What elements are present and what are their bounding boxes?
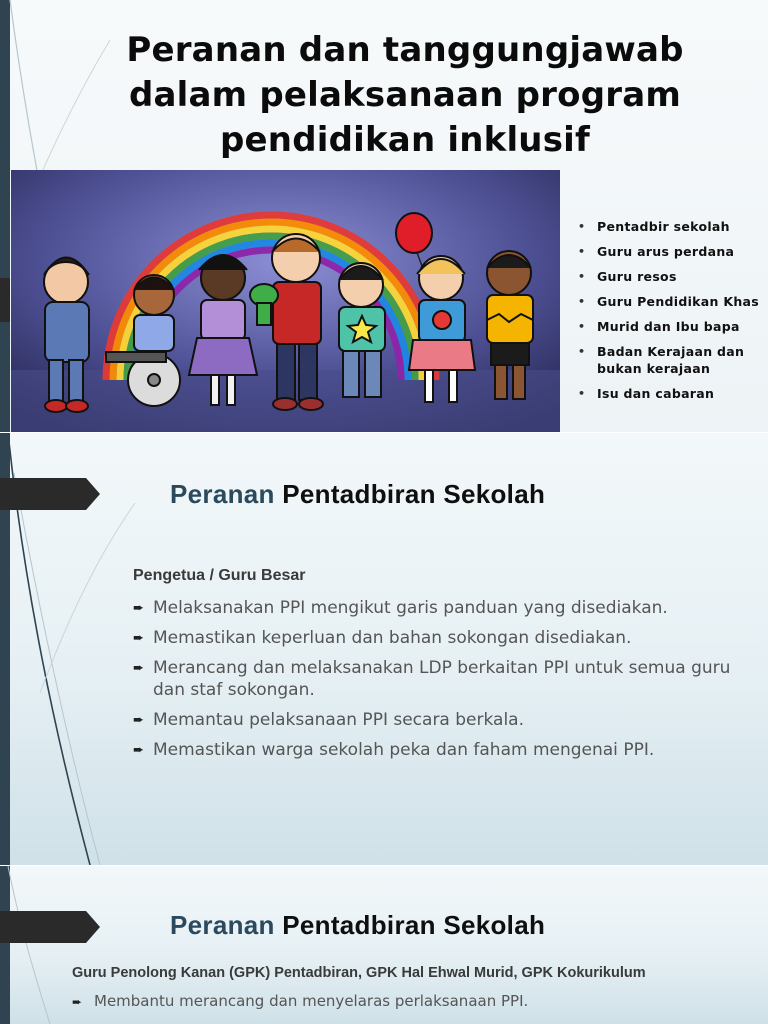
section-subhead: Guru Penolong Kanan (GPK) Pentadbiran, GPK Hal Ehwal Murid, GPK Kokurikulum — [72, 965, 646, 981]
arrow-bullet-icon: ➨ — [133, 743, 144, 758]
list-item-text: Memantau pelaksanaan PPI secara berkala. — [153, 710, 524, 730]
slide-title — [100, 28, 710, 163]
arrow-bullet-icon: ➨ — [133, 601, 144, 616]
list-item: • Murid dan Ibu bapa — [578, 318, 764, 335]
topic-bullet-list — [578, 218, 764, 410]
section-title — [170, 479, 545, 510]
children-rainbow-illustration — [11, 170, 560, 432]
list-item-text: Membantu merancang dan menyelaras perlaksanaan PPI. — [94, 992, 529, 1010]
slide-1 — [0, 0, 768, 432]
title-accent: Peranan — [170, 479, 275, 509]
section-arrow-tab — [0, 911, 100, 943]
arrow-bullet-icon: ➨ — [133, 713, 144, 728]
title-rest: Pentadbiran Sekolah — [282, 479, 546, 509]
list-item-text: Melaksanakan PPI mengikut garis panduan yang disediakan. — [153, 598, 668, 618]
list-item: • Isu dan cabaran — [578, 385, 764, 402]
list-item — [133, 627, 733, 649]
title-line: dalam pelaksanaan program — [128, 75, 681, 115]
arrow-bullet-icon: ➨ — [133, 661, 144, 676]
list-item — [72, 991, 752, 1011]
list-item: • Guru Pendidikan Khas — [578, 293, 764, 310]
role-list — [133, 597, 733, 769]
title-accent: Peranan — [170, 910, 275, 940]
list-item — [133, 709, 733, 731]
arrow-bullet-icon: ➨ — [72, 995, 83, 1009]
list-item-text: Memastikan keperluan dan bahan sokongan disediakan. — [153, 628, 632, 648]
list-item: • Guru resos — [578, 268, 764, 285]
slide-3 — [0, 866, 768, 1024]
list-item: • Guru arus perdana — [578, 243, 764, 260]
title-rest: Pentadbiran Sekolah — [282, 910, 546, 940]
list-item-text: Merancang dan melaksanakan LDP berkaitan PPI untuk semua guru dan staf sokongan. — [153, 658, 731, 700]
list-item — [133, 739, 733, 761]
title-line: Peranan dan tanggungjawab — [126, 30, 684, 70]
list-item-text: Memastikan warga sekolah peka dan faham mengenai PPI. — [153, 740, 655, 760]
title-line: pendidikan inklusif — [220, 120, 590, 160]
list-item: • Badan Kerajaan dan bukan kerajaan — [578, 343, 764, 377]
section-title — [170, 910, 545, 941]
list-item: • Pentadbir sekolah — [578, 218, 764, 235]
section-subhead: Pengetua / Guru Besar — [133, 567, 306, 584]
list-item — [133, 597, 733, 619]
role-list — [72, 991, 752, 1011]
arrow-bullet-icon: ➨ — [133, 631, 144, 646]
list-item — [133, 657, 733, 701]
slide-2 — [0, 433, 768, 865]
section-arrow-tab — [0, 478, 100, 510]
